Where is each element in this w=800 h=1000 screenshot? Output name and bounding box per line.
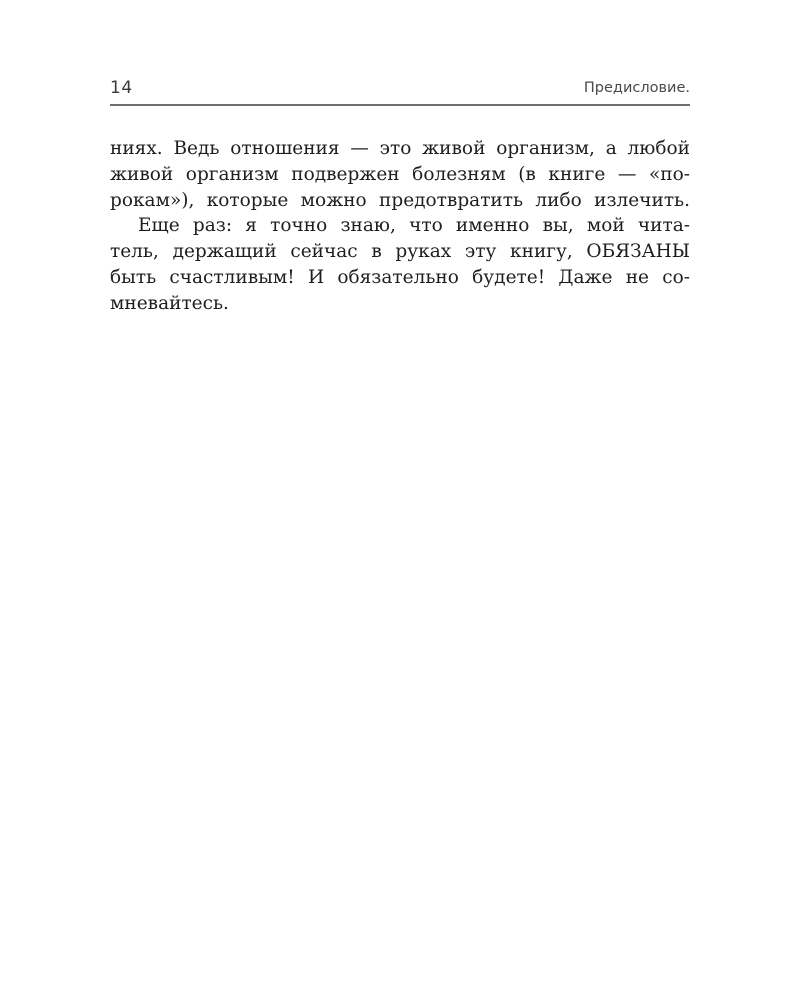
page-number: 14 (110, 78, 133, 98)
text-line: тель, держащий сейчас в руках эту книгу, ОБЯЗАНЫ (110, 241, 690, 263)
paragraph-last-line: мневайтесь. (110, 292, 229, 314)
text-line: быть счастливым! И обязательно будете! Даже не со- (110, 266, 690, 288)
section-title: Предисловие. (583, 80, 690, 96)
text-line: живой организм подвержен болезням (в книге — «по- (110, 163, 690, 185)
text-line: ниях. Ведь отношения — это живой организм, а любой (110, 138, 690, 159)
paragraph-first-line: Еще раз: я точно знаю, что именно вы, мой чита- (138, 215, 690, 237)
running-header (110, 78, 690, 106)
text-line: рокам»), которые можно предотвратить либо излечить. (110, 189, 690, 211)
body-text (110, 136, 690, 317)
